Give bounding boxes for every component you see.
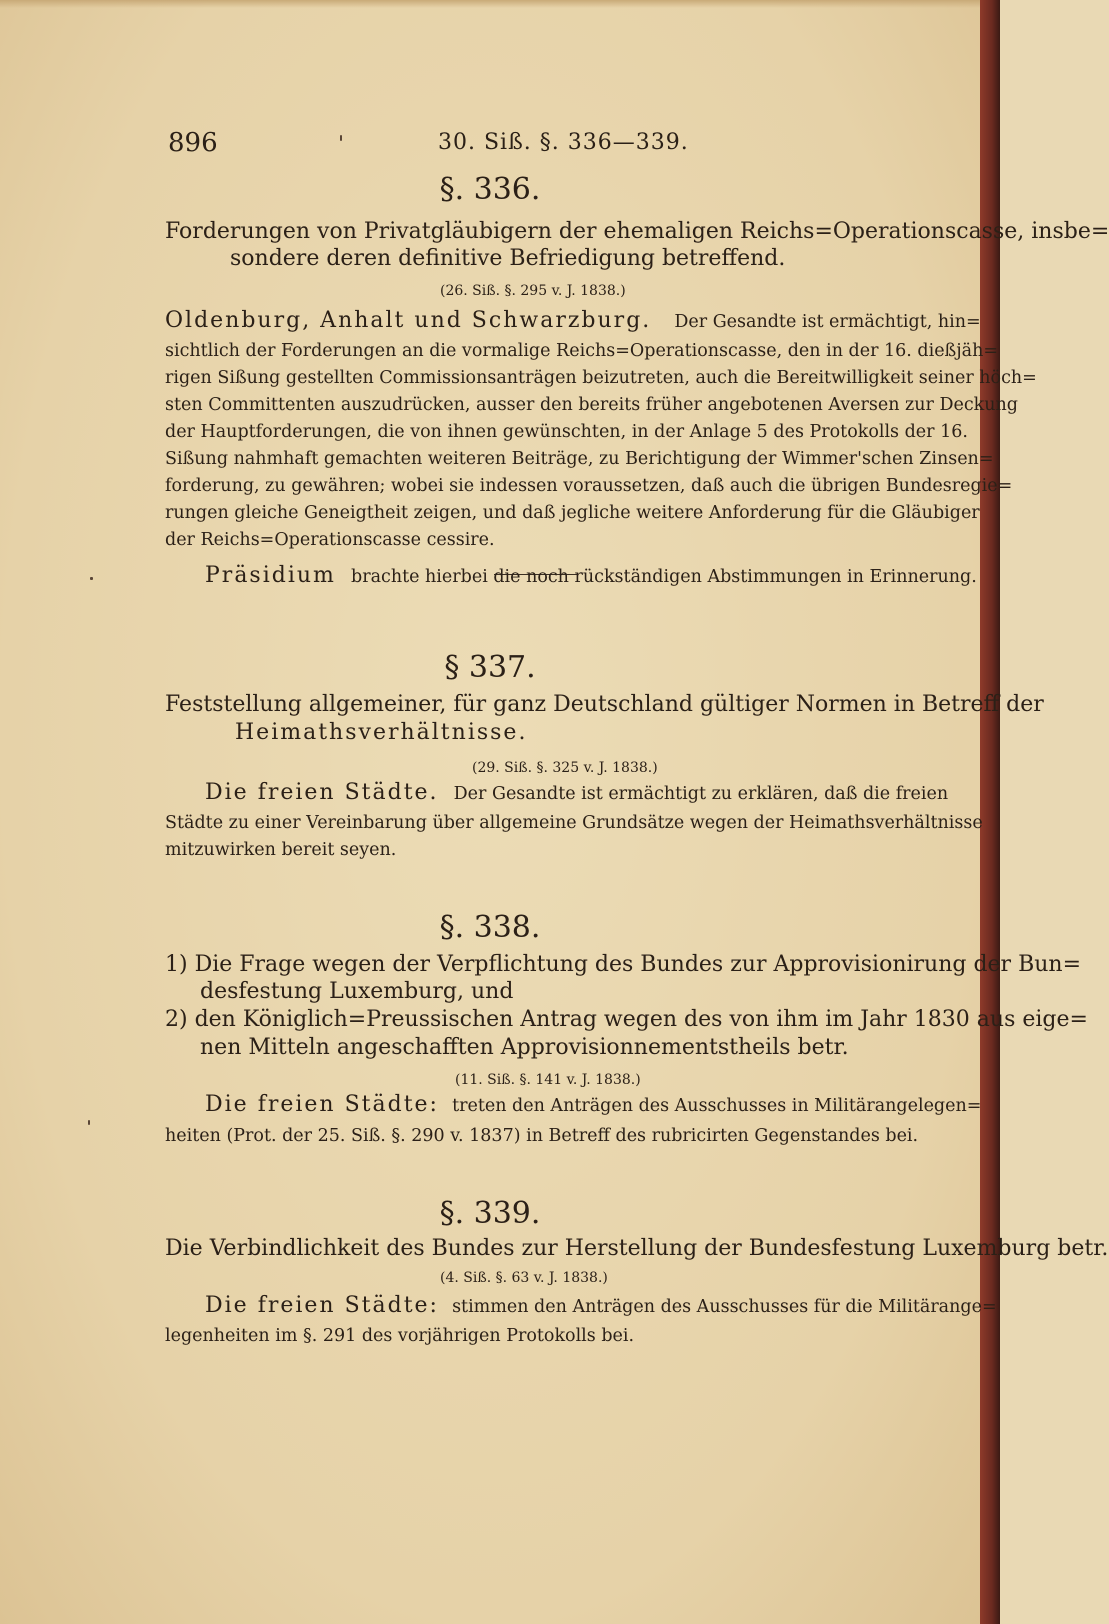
paragraph-line: stimmen den Anträgen des Ausschusses für die Militärange= <box>452 1297 997 1317</box>
paragraph-line: Sißung nahmhaft gemachten weiteren Beiträge, zu Berichtigung der Wimmer'schen Zinsen= <box>165 449 994 469</box>
paragraph-lead: Die freien Städte: <box>205 1293 439 1318</box>
section-title-line: nen Mitteln angeschafften Approvisionnementstheils betr. <box>200 1035 849 1060</box>
paragraph-line: rigen Sißung gestellten Commissionsanträgen beizutreten, auch die Bereitwilligkeit seiner höch= <box>165 368 1037 388</box>
section-title-line: Heimathsverhältnisse. <box>235 720 528 745</box>
section-title-line: desfestung Luxemburg, und <box>200 979 514 1004</box>
paragraph-line: treten den Anträgen des Ausschusses in Militärangelegen= <box>452 1096 982 1116</box>
paragraph-line: mitzuwirken bereit seyen. <box>165 840 397 860</box>
paragraph-line: rungen gleiche Geneigtheit zeigen, und daß jegliche weitere Anforderung für die Gläubiger <box>165 503 980 523</box>
section-heading-339: §. 339. <box>439 1196 541 1231</box>
paragraph-line: der Hauptforderungen, die von ihnen gewünschten, in der Anlage 5 des Protokolls der 16. <box>165 422 968 442</box>
section-reference: (29. Siß. §. 325 v. J. 1838.) <box>472 760 658 776</box>
page-number: 896 <box>168 128 218 158</box>
paragraph-lead: Die freien Städte. <box>205 780 439 805</box>
section-heading-337: § 337. <box>444 650 536 685</box>
paragraph-line: Der Gesandte ist ermächtigt zu erklären, daß die freien <box>453 784 949 804</box>
section-title-line: sondere deren definitive Befriedigung betreffend. <box>230 246 786 271</box>
paragraph-line: Städte zu einer Vereinbarung über allgemeine Grundsätze wegen der Heimathsverhältnisse <box>165 813 983 833</box>
section-reference: (4. Siß. §. 63 v. J. 1838.) <box>440 1270 608 1286</box>
paragraph-freie-staedte <box>205 1092 981 1121</box>
paragraph-line: sichtlich der Forderungen an die vormalige Reichs=Operationscasse, den in der 16. dießjäh= <box>165 341 999 361</box>
running-header <box>168 128 928 164</box>
paragraph-lead: Präsidium <box>205 563 336 588</box>
paragraph-line: legenheiten im §. 291 des vorjährigen Protokolls bei. <box>165 1326 635 1346</box>
paragraph-oldenburg <box>165 308 981 337</box>
section-heading-338: §. 338. <box>439 910 541 945</box>
ink-speck <box>88 1120 90 1125</box>
section-reference: (26. Siß. §. 295 v. J. 1838.) <box>440 283 626 299</box>
section-heading-336: §. 336. <box>439 172 541 207</box>
page-top-edge <box>0 0 980 8</box>
paragraph-praesidium <box>205 563 977 592</box>
section-title-line: 1) Die Frage wegen der Verpflichtung des Bundes zur Approvisionirung der Bun= <box>165 952 1082 977</box>
running-title: 30. Siß. §. 336—339. <box>438 130 689 155</box>
paragraph-line: brachte hierbei die noch rückständigen Abstimmungen in Erinnerung. <box>351 567 977 587</box>
paragraph-lead: Die freien Städte: <box>205 1092 439 1117</box>
paragraph-line: der Reichs=Operationscasse cessire. <box>165 530 495 550</box>
section-reference: (11. Siß. §. 141 v. J. 1838.) <box>455 1072 641 1088</box>
ink-speck <box>90 577 93 580</box>
paragraph-freie-staedte <box>205 1293 997 1322</box>
paragraph-freie-staedte <box>205 780 948 809</box>
paragraph-line: Der Gesandte ist ermächtigt, hin= <box>674 312 981 332</box>
paragraph-line: sten Committenten auszudrücken, ausser den bereits früher angebotenen Aversen zur Deckung <box>165 395 1018 415</box>
section-title-line: Forderungen von Privatgläubigern der ehemaligen Reichs=Operationscasse, insbe= <box>165 219 1109 244</box>
ink-speck <box>340 135 342 141</box>
section-title-line: 2) den Königlich=Preussischen Antrag wegen des von ihm im Jahr 1830 aus eige= <box>165 1007 1088 1032</box>
section-title-line: Feststellung allgemeiner, für ganz Deutschland gültiger Normen in Betreff der <box>165 692 1044 717</box>
paragraph-line: heiten (Prot. der 25. Siß. §. 290 v. 1837) in Betreff des rubricirten Gegenstandes bei. <box>165 1126 919 1146</box>
paragraph-lead: Oldenburg, Anhalt und Schwarzburg. <box>165 308 652 333</box>
paragraph-line: forderung, zu gewähren; wobei sie indessen voraussetzen, daß auch die übrigen Bundesregie= <box>165 476 1013 496</box>
section-title-line: Die Verbindlichkeit des Bundes zur Herstellung der Bundesfestung Luxemburg betr. <box>165 1236 1109 1261</box>
